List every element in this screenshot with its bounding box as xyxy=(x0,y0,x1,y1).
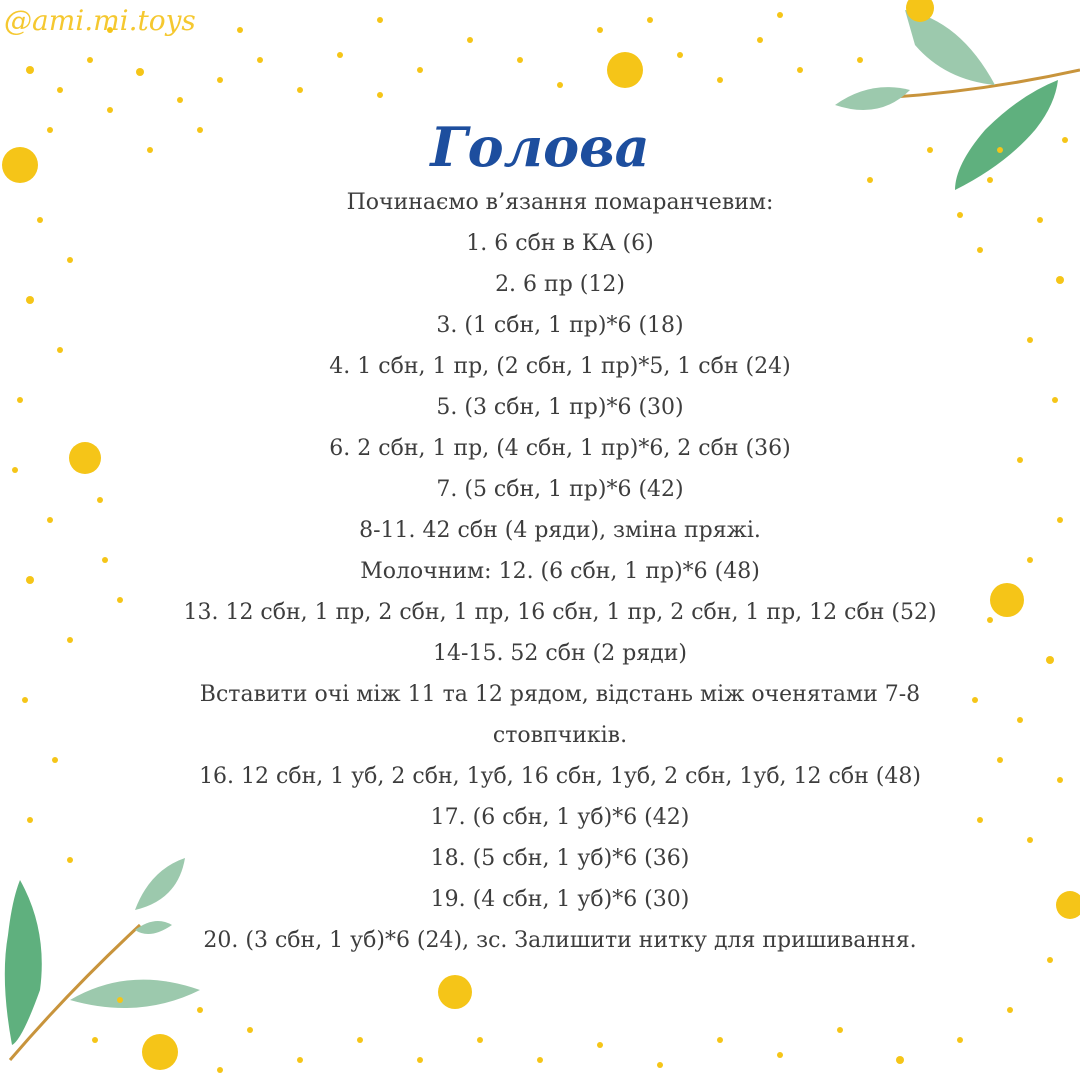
leaf-bottom-left-1 xyxy=(5,880,42,1045)
yellow-dot xyxy=(67,637,73,643)
yellow-dot xyxy=(837,1027,843,1033)
yellow-dot xyxy=(417,67,423,73)
yellow-dot xyxy=(597,27,603,33)
yellow-dot xyxy=(26,576,34,584)
instruction-line: 2. 6 пр (12) xyxy=(495,272,625,297)
instruction-line: 14-15. 52 сбн (2 ряди) xyxy=(433,641,687,666)
yellow-dot xyxy=(1056,276,1064,284)
yellow-dot xyxy=(197,1007,203,1013)
yellow-dot xyxy=(27,817,33,823)
instruction-line: 4. 1 сбн, 1 пр, (2 сбн, 1 пр)*5, 1 сбн (24) xyxy=(329,354,791,379)
yellow-dot xyxy=(136,68,144,76)
yellow-dot xyxy=(467,37,473,43)
instruction-line: 17. (6 сбн, 1 уб)*6 (42) xyxy=(430,805,690,830)
instruction-line: 5. (3 сбн, 1 пр)*6 (30) xyxy=(436,395,684,420)
yellow-dot xyxy=(717,77,723,83)
instruction-line: 6. 2 сбн, 1 пр, (4 сбн, 1 пр)*6, 2 сбн (36) xyxy=(329,436,791,461)
yellow-dot xyxy=(297,87,303,93)
instruction-line: Починаємо в’язання помаранчевим: xyxy=(346,190,774,215)
yellow-dot xyxy=(896,1056,904,1064)
watermark: @ami.mi.toys xyxy=(4,4,196,37)
leaf-top-right-2 xyxy=(835,87,910,110)
yellow-dot xyxy=(237,27,243,33)
pattern-instructions xyxy=(120,182,1000,961)
yellow-dot xyxy=(142,1034,178,1070)
instruction-line: 13. 12 сбн, 1 пр, 2 сбн, 1 пр, 16 сбн, 1 пр, 2 сбн, 1 пр, 12 сбн (52) xyxy=(183,600,937,625)
instruction-line: 3. (1 сбн, 1 пр)*6 (18) xyxy=(436,313,684,338)
yellow-dot xyxy=(17,397,23,403)
yellow-dot xyxy=(377,17,383,23)
yellow-dot xyxy=(1027,337,1033,343)
instruction-line: Вставити очі між 11 та 12 рядом, відстань між оченятами 7-8 xyxy=(199,682,921,707)
yellow-dot xyxy=(677,52,683,58)
yellow-dot xyxy=(537,1057,543,1063)
yellow-dot xyxy=(1057,777,1063,783)
yellow-dot xyxy=(657,1062,663,1068)
yellow-dot xyxy=(257,57,263,63)
yellow-dot xyxy=(217,77,223,83)
leaf-bottom-left-2 xyxy=(70,980,200,1008)
yellow-dot xyxy=(22,697,28,703)
yellow-dot xyxy=(1027,837,1033,843)
yellow-dot xyxy=(597,1042,603,1048)
yellow-dot xyxy=(12,467,18,473)
yellow-dot xyxy=(217,1067,223,1073)
yellow-dot xyxy=(1017,717,1023,723)
yellow-dot xyxy=(52,757,58,763)
instruction-line: 1. 6 сбн в КА (6) xyxy=(466,231,654,256)
yellow-dot xyxy=(417,1057,423,1063)
yellow-dot xyxy=(1056,891,1080,919)
yellow-dot xyxy=(647,17,653,23)
yellow-dot xyxy=(357,1037,363,1043)
yellow-dot xyxy=(297,1057,303,1063)
yellow-dot xyxy=(438,975,472,1009)
yellow-dot xyxy=(92,1037,98,1043)
yellow-dot xyxy=(26,296,34,304)
yellow-dot xyxy=(1007,1007,1013,1013)
yellow-dot xyxy=(69,442,101,474)
yellow-dot xyxy=(797,67,803,73)
yellow-dot xyxy=(1027,557,1033,563)
yellow-dot xyxy=(67,857,73,863)
yellow-dot xyxy=(517,57,523,63)
yellow-dot xyxy=(47,517,53,523)
page-title: Голова xyxy=(430,115,650,179)
instruction-line: 18. (5 сбн, 1 уб)*6 (36) xyxy=(430,846,690,871)
yellow-dot xyxy=(37,217,43,223)
yellow-dot xyxy=(1017,457,1023,463)
yellow-dot xyxy=(717,1037,723,1043)
yellow-dot xyxy=(607,52,643,88)
yellow-dot xyxy=(777,1052,783,1058)
instruction-line: Молочним: 12. (6 сбн, 1 пр)*6 (48) xyxy=(360,559,760,584)
yellow-dot xyxy=(957,1037,963,1043)
yellow-dot xyxy=(1052,397,1058,403)
yellow-dot xyxy=(97,497,103,503)
instruction-line: 7. (5 сбн, 1 пр)*6 (42) xyxy=(436,477,684,502)
yellow-dot xyxy=(1046,656,1054,664)
yellow-dot xyxy=(57,87,63,93)
yellow-dot xyxy=(177,97,183,103)
instruction-line: стовпчиків. xyxy=(492,723,628,748)
yellow-dot xyxy=(87,57,93,63)
yellow-dot xyxy=(67,257,73,263)
instruction-line: 8-11. 42 сбн (4 ряди), зміна пряжі. xyxy=(359,518,761,543)
yellow-dot xyxy=(857,57,863,63)
yellow-dot xyxy=(57,347,63,353)
yellow-dot xyxy=(1037,217,1043,223)
yellow-dot xyxy=(757,37,763,43)
yellow-dot xyxy=(337,52,343,58)
yellow-dot xyxy=(117,997,123,1003)
yellow-dot xyxy=(377,92,383,98)
instruction-line: 16. 12 сбн, 1 уб, 2 сбн, 1уб, 16 сбн, 1уб, 2 сбн, 1уб, 12 сбн (48) xyxy=(199,764,921,789)
yellow-dot xyxy=(777,12,783,18)
yellow-dot xyxy=(557,82,563,88)
instruction-line: 19. (4 сбн, 1 уб)*6 (30) xyxy=(430,887,690,912)
yellow-dot xyxy=(247,1027,253,1033)
yellow-dot xyxy=(1057,517,1063,523)
yellow-dot xyxy=(26,66,34,74)
yellow-dot xyxy=(477,1037,483,1043)
yellow-dot xyxy=(1047,957,1053,963)
yellow-dot xyxy=(102,557,108,563)
instruction-line: 20. (3 сбн, 1 уб)*6 (24), зс. Залишити нитку для пришивання. xyxy=(203,928,917,953)
